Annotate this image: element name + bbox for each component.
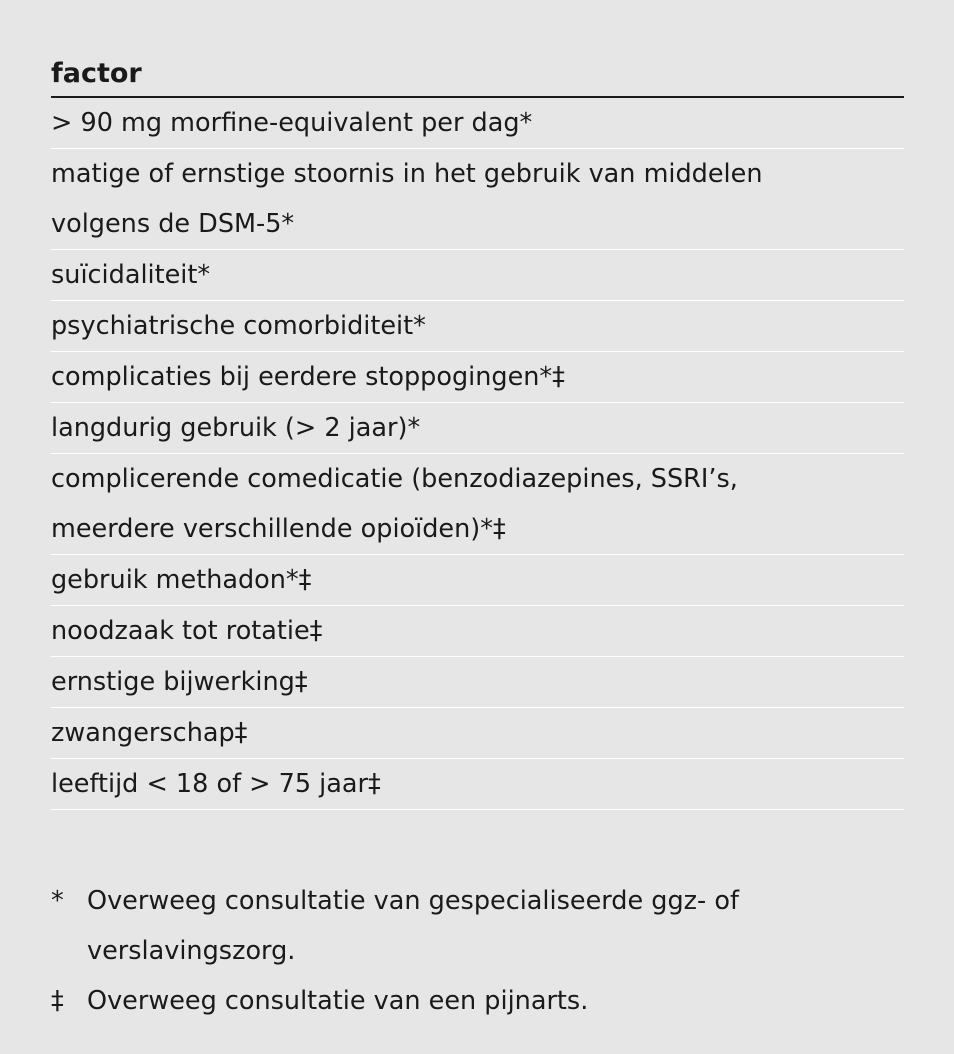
- table-row: > 90 mg morfine-equivalent per dag*: [51, 98, 904, 149]
- footnote-text: Overweeg consultatie van een pijnarts.: [87, 986, 589, 1016]
- table-row: ernstige bijwerking‡: [51, 657, 904, 708]
- footnote-text: Overweeg consultatie van gespecialiseerde ggz- of verslavingszorg.: [87, 886, 739, 966]
- table-row: suïcidaliteit*: [51, 250, 904, 301]
- table-row: matige of ernstige stoornis in het gebruik van middelen volgens de DSM-5*: [51, 149, 904, 250]
- table-row: complicerende comedicatie (benzodiazepines, SSRI’s, meerdere verschillende opioïden)*‡: [51, 454, 904, 555]
- table-row: leeftijd < 18 of > 75 jaar‡: [51, 759, 904, 810]
- table-row: noodzaak tot rotatie‡: [51, 606, 904, 657]
- table-header: factor: [51, 52, 904, 98]
- footnote-mark: ‡: [51, 986, 64, 1016]
- table-row: zwangerschap‡: [51, 708, 904, 759]
- footnotes: [51, 876, 904, 1026]
- footnote: [51, 876, 904, 976]
- factor-table: [51, 52, 904, 810]
- table-row: complicaties bij eerdere stoppogingen*‡: [51, 352, 904, 403]
- table-row: langdurig gebruik (> 2 jaar)*: [51, 403, 904, 454]
- table-row: gebruik methadon*‡: [51, 555, 904, 606]
- footnote-mark: *: [51, 886, 64, 916]
- table-row: psychiatrische comorbiditeit*: [51, 301, 904, 352]
- footnote: [51, 976, 904, 1026]
